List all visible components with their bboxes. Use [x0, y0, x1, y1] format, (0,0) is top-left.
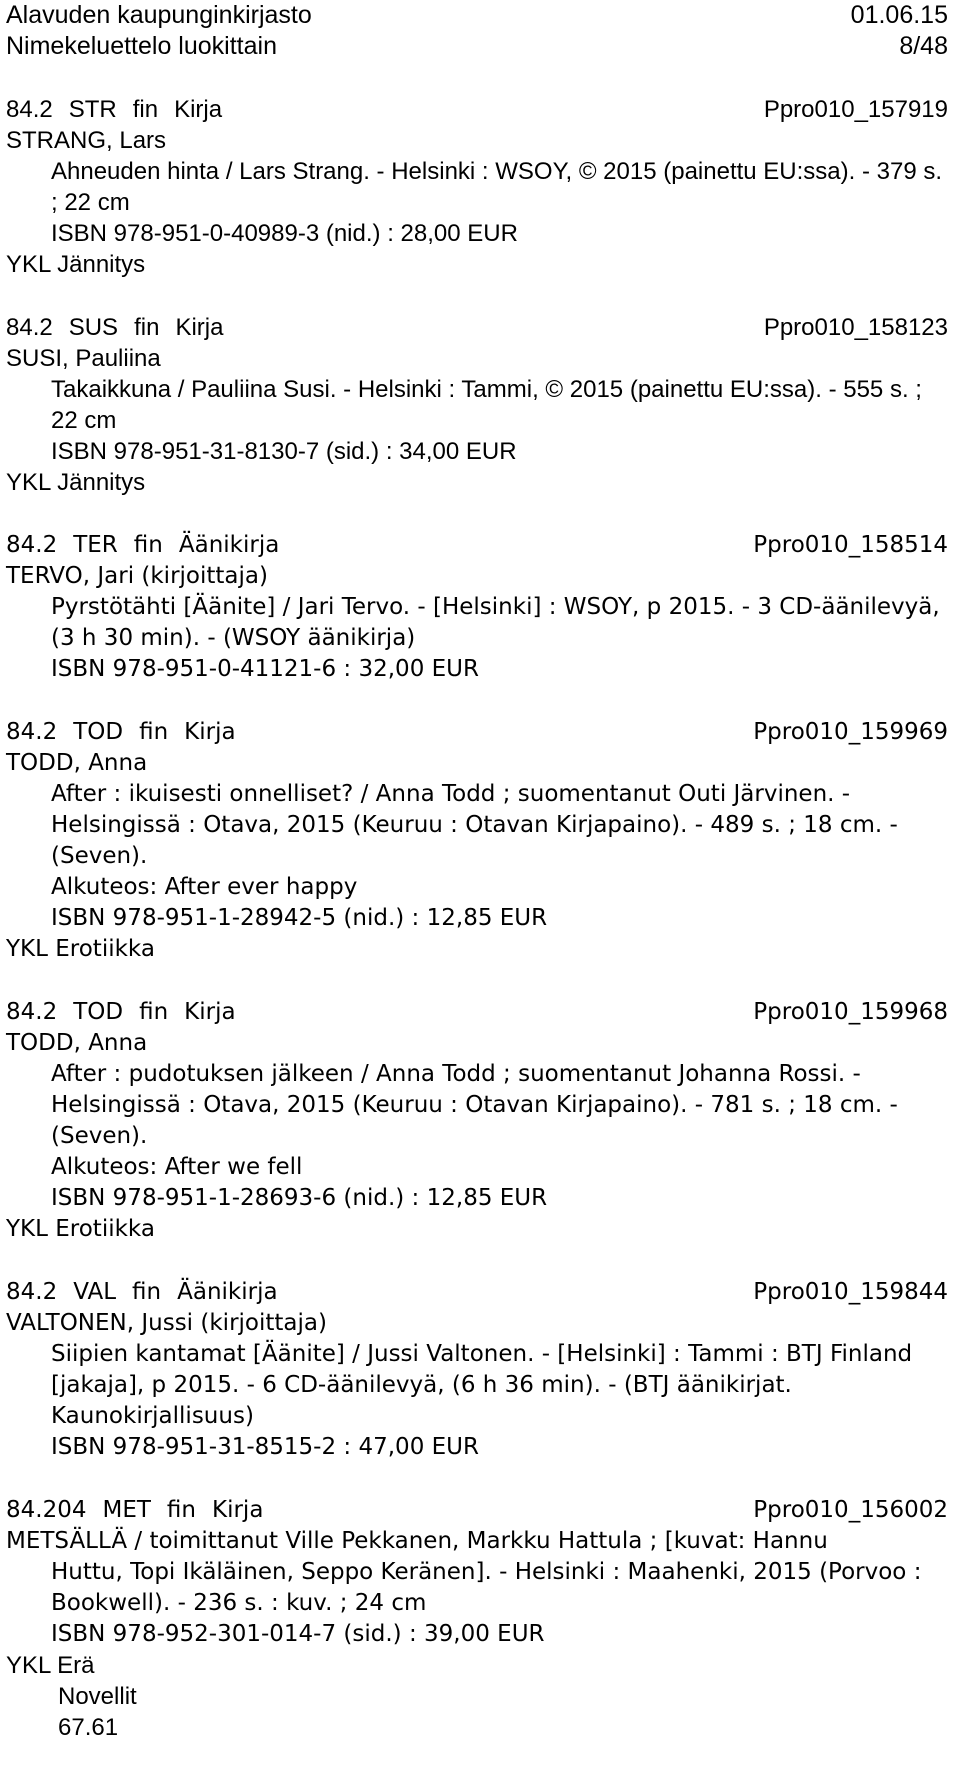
report-date: 01.06.15 [850, 1, 948, 29]
description: After : pudotuksen jälkeen / Anna Todd ; suomentanut Johanna Rossi. - Helsingissä : Otava, 2015 (Keuruu : Otavan Kirjapaino). - 781 s. ; 18 cm. - (Seven). [51, 1061, 898, 1149]
ykl-genre: YKL Jännitys [6, 469, 146, 496]
shelf-code: TER [73, 532, 118, 558]
record-id: Ppro010_159844 [753, 1279, 948, 1305]
catalog-entry [6, 94, 960, 280]
catalog-entry [6, 1495, 960, 1743]
catalog-entry [6, 312, 960, 498]
language: fin [139, 999, 169, 1025]
catalog-entry [6, 530, 960, 685]
material-type: Kirja [212, 1497, 264, 1523]
shelf-code: MET [102, 1497, 151, 1523]
material-type: Kirja [184, 719, 236, 745]
isbn: ISBN 978-951-31-8130-7 (sid.) : 34,00 EUR [51, 438, 517, 465]
author: VALTONEN, Jussi (kirjoittaja) [6, 1310, 327, 1336]
original-title: Alkuteos: After ever happy [51, 874, 358, 900]
description: Pyrstötähti [Äänite] / Jari Tervo. - [Helsinki] : WSOY, p 2015. - 3 CD-äänilevyä, (3 h 30 min). - (WSOY äänikirja) [51, 594, 940, 651]
class-number: 84.2 [6, 96, 53, 123]
material-type: Kirja [184, 999, 236, 1025]
author: TODD, Anna [6, 1030, 148, 1056]
record-id: Ppro010_156002 [753, 1497, 948, 1523]
entry-list [6, 94, 960, 1743]
description: Ahneuden hinta / Lars Strang. - Helsinki : WSOY, © 2015 (painettu EU:ssa). - 379 s. ; 22 cm [51, 158, 943, 216]
language: fin [166, 1497, 196, 1523]
shelf-code: SUS [68, 314, 119, 341]
catalog-entry [6, 997, 960, 1245]
entry-heading [6, 997, 948, 1028]
catalog-entry [6, 717, 960, 965]
isbn: ISBN 978-951-31-8515-2 : 47,00 EUR [51, 1434, 479, 1460]
ykl-genre: YKL Erä [6, 1652, 95, 1679]
entry-heading [6, 94, 948, 125]
entry-heading [6, 1277, 948, 1308]
shelf-code: TOD [73, 999, 124, 1025]
catalog-entry [6, 1277, 960, 1463]
language: fin [132, 1279, 162, 1305]
ykl-genre: YKL Jännitys [6, 251, 146, 278]
language: fin [133, 532, 163, 558]
description: Huttu, Topi Ikäläinen, Seppo Keränen]. - Helsinki : Maahenki, 2015 (Porvoo : Bookwell). - 236 s. : kuv. ; 24 cm [51, 1559, 922, 1616]
ykl-subject: Novellit [58, 1683, 137, 1710]
author: SUSI, Pauliina [6, 345, 161, 372]
author: STRANG, Lars [6, 127, 167, 154]
library-name: Alavuden kaupunginkirjasto [6, 1, 312, 29]
class-number: 84.2 [6, 999, 58, 1025]
author: METSÄLLÄ / toimittanut Ville Pekkanen, Markku Hattula ; [kuvat: Hannu [6, 1528, 828, 1554]
class-number: 84.2 [6, 532, 58, 558]
language: fin [134, 314, 160, 341]
header-row-2 [6, 31, 948, 62]
isbn: ISBN 978-951-1-28693-6 (nid.) : 12,85 EUR [51, 1185, 548, 1211]
shelf-code: STR [68, 96, 117, 123]
description: After : ikuisesti onnelliset? / Anna Todd ; suomentanut Outi Järvinen. - Helsingissä : Otava, 2015 (Keuruu : Otavan Kirjapaino). - 489 s. ; 18 cm. - (Seven). [51, 781, 898, 869]
material-type: Kirja [174, 96, 223, 123]
shelf-code: VAL [73, 1279, 117, 1305]
class-number: 84.2 [6, 1279, 58, 1305]
shelf-code: TOD [73, 719, 124, 745]
isbn: ISBN 978-951-1-28942-5 (nid.) : 12,85 EUR [51, 905, 548, 931]
record-id: Ppro010_159968 [753, 999, 948, 1025]
language: fin [132, 96, 159, 123]
record-id: Ppro010_159969 [753, 719, 948, 745]
entry-heading [6, 1495, 948, 1526]
ykl-genre: YKL Erotiikka [6, 1216, 155, 1242]
class-number: 84.2 [6, 719, 58, 745]
material-type: Äänikirja [177, 1279, 278, 1305]
header-row-1 [6, 0, 948, 31]
isbn: ISBN 978-951-0-40989-3 (nid.) : 28,00 EUR [51, 220, 518, 247]
author: TERVO, Jari (kirjoittaja) [6, 563, 268, 589]
ykl-genre: YKL Erotiikka [6, 936, 155, 962]
catalog-page [6, 0, 960, 1775]
report-title: Nimekeluettelo luokittain [6, 32, 277, 60]
language: fin [139, 719, 169, 745]
description: Takaikkuna / Pauliina Susi. - Helsinki : Tammi, © 2015 (painettu EU:ssa). - 555 s. ; 22 cm [51, 376, 922, 434]
class-number: 84.204 [6, 1497, 87, 1523]
class-number: 84.2 [6, 314, 53, 341]
entry-heading [6, 530, 948, 561]
page-number: 8/48 [899, 32, 948, 60]
ykl-class: 67.61 [58, 1714, 119, 1741]
material-type: Kirja [175, 314, 224, 341]
author: TODD, Anna [6, 750, 148, 776]
entry-heading [6, 717, 948, 748]
record-id: Ppro010_158514 [753, 532, 948, 558]
isbn: ISBN 978-952-301-014-7 (sid.) : 39,00 EUR [51, 1621, 545, 1647]
description: Siipien kantamat [Äänite] / Jussi Valtonen. - [Helsinki] : Tammi : BTJ Finland [jakaja], p 2015. - 6 CD-äänilevyä, (6 h 36 min). - (BTJ äänikirjat. Kaunokirjallisuus) [51, 1341, 913, 1429]
entry-heading [6, 312, 948, 343]
record-id: Ppro010_157919 [763, 96, 948, 123]
isbn: ISBN 978-951-0-41121-6 : 32,00 EUR [51, 656, 479, 682]
material-type: Äänikirja [178, 532, 280, 558]
original-title: Alkuteos: After we fell [51, 1154, 303, 1180]
record-id: Ppro010_158123 [763, 314, 948, 341]
